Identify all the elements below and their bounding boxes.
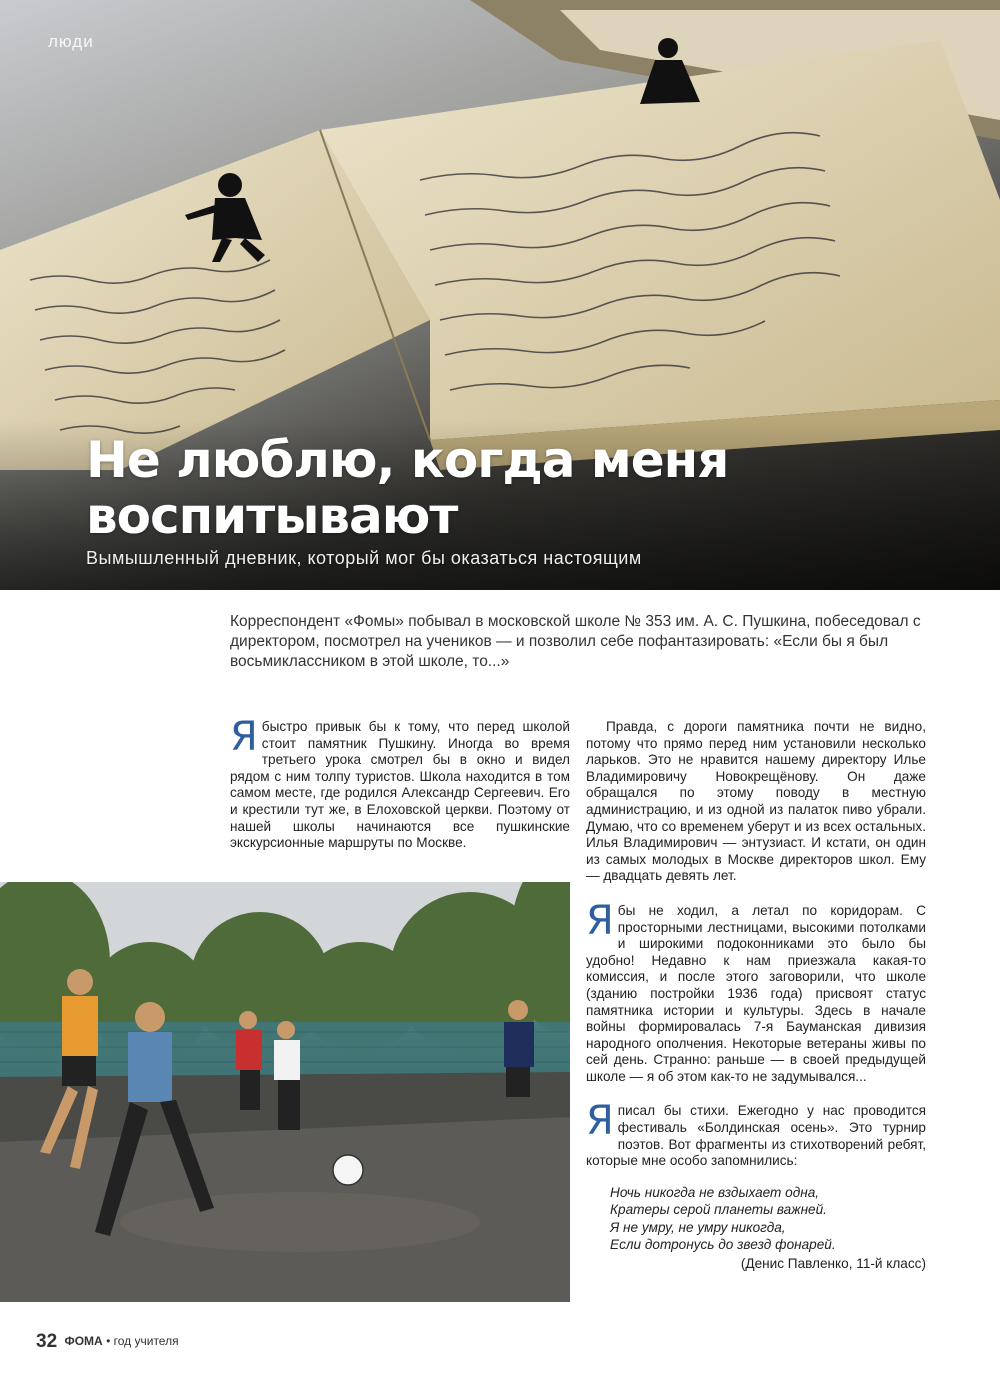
subtitle: Вымышленный дневник, который мог бы оказаться настоящим <box>86 548 642 568</box>
section-label: люди <box>48 32 94 51</box>
poem-line: Я не умру, не умру никогда, <box>610 1219 786 1235</box>
drop-cap: Я <box>230 714 258 760</box>
poem-line: Если дотронусь до звезд фонарей. <box>610 1237 836 1253</box>
paragraph <box>586 1098 926 1169</box>
poem-line: Ночь никогда не вздыхает одна, <box>610 1184 820 1200</box>
poem <box>586 1184 926 1254</box>
poem-line: Кратеры серой планеты важней. <box>610 1202 827 1218</box>
page-footer <box>36 1331 179 1353</box>
schoolyard-illustration <box>0 882 570 1302</box>
issue-title: год учителя <box>113 1334 179 1348</box>
footer-separator: • <box>106 1334 111 1348</box>
hero-photo <box>0 0 1000 590</box>
paragraph-text: писал бы стихи. Ежегодно у нас проводится фестиваль «Болдинская осень». Это турнир поэтов. Вот фрагменты из стихотворений ребят, которые мне особо запомнились: <box>586 1103 926 1169</box>
paragraph-text: бы не ходил, а летал по коридорам. С просторными лестницами, высокими потолками и широкими подоконниками это было бы удобно! Недавно к нам приезжала какая-то комиссия, и после этого заговорили, что школе (зданию постройки 1936 года) присвоят статус памятника истории и культуры. Здесь в начале войны формировалась 7-я Бауманская дивизия народного ополчения. Некоторые ветераны живы по сей день. Странно: раньше — в своей предыдущей школе — я об этом как-то не задумывался... <box>586 902 926 1084</box>
poem-author: (Денис Павленко, 11-й класс) <box>740 1255 926 1271</box>
paragraph-text: быстро привык бы к тому, что перед школой стоит памятник Пушкину. Иногда во время третьего урока смотрел бы в окно и видел рядом с ним толпу туристов. Школа находится в том самом месте, где родился Александр Сергеевич. Его и крестили тут же, в Елоховской церкви. Поэтому от нашей школы начинаются все пушкинские экскурсионные маршруты по Москве. <box>230 719 570 851</box>
left-column <box>230 714 570 870</box>
paragraph <box>230 714 570 852</box>
paragraph <box>586 897 926 1086</box>
paragraph: Правда, с дороги памятника почти не видно, потому что прямо перед ним установили несколько ларьков. Это не нравится нашему директору Илье Владимировичу Новокрещёнову. Он даже обращался по этому поводу в местную администрацию, и из одной из палаток пиво убрали. Думаю, что со временем уберут и из всех остальных. Илья Владимирович — энтузиаст. И кстати, он один из самых молодых в Москве директоров школ. Ему — двадцать девять лет. <box>586 719 926 884</box>
page-title: Не люблю, когда меня воспитывают <box>86 431 729 545</box>
right-column <box>586 719 926 1272</box>
football-photo <box>0 882 570 1302</box>
page-number: 32 <box>36 1331 58 1352</box>
drop-cap: Я <box>586 897 614 944</box>
magazine-brand: ФОМА <box>64 1334 103 1348</box>
drop-cap: Я <box>586 1098 614 1145</box>
lead-paragraph: Корреспондент «Фомы» побывал в московской школе № 353 им. А. С. Пушкина, побеседовал с директором, посмотрел на учеников — и позволил себе пофантазировать: «Если бы я был восьмиклассником в этой школе, то...» <box>230 613 921 670</box>
